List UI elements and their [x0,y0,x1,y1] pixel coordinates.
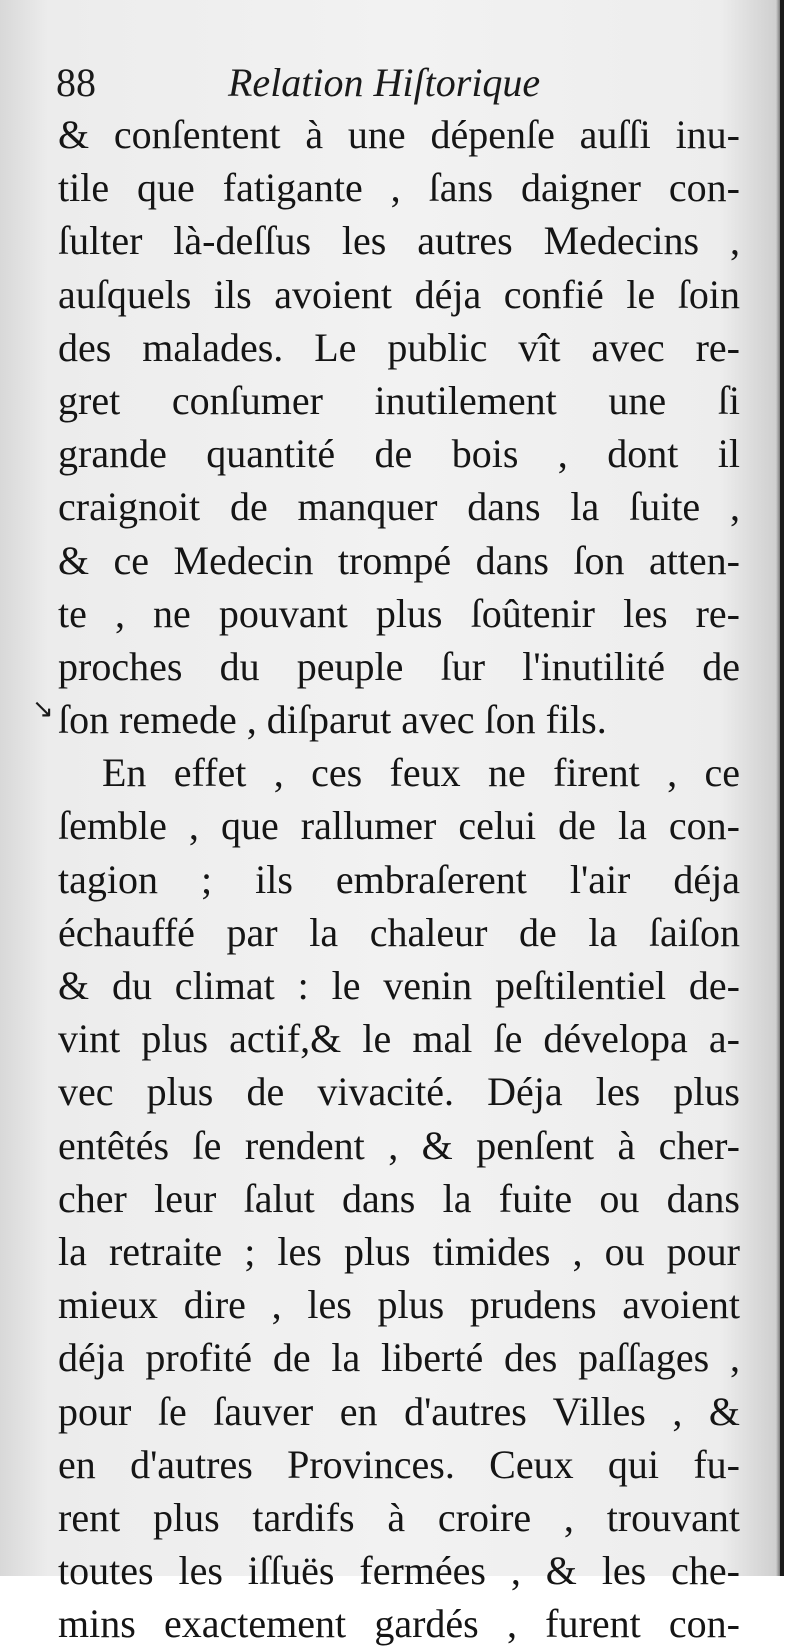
page-edge [780,0,800,1576]
text-line: rent plus tardifs à croire , trouvant [58,1494,740,1540]
text-line: gret conſumer inutilement une ſi [58,377,740,423]
text-line: mieux dire , les plus prudens avoient [58,1282,740,1328]
text-line: & ce Medecin trompé dans ſon atten- [58,537,740,583]
text-line: toutes les iſſuës fermées , & les che- [58,1548,740,1594]
text-line: la retraite ; les plus timides , ou pour [58,1228,740,1274]
text-line: tagion ; ils embraſerent l'air déja [58,856,740,902]
text-line: entêtés ſe rendent , & penſent à cher- [58,1122,740,1168]
running-title: Relation Hiſtorique [228,60,541,105]
text-line: ſemble , que rallumer celui de la con- [58,803,740,849]
text-line: tile que fatigante , ſans daigner con- [58,165,740,211]
text-line: pour ſe ſauver en d'autres Villes , & [58,1388,740,1434]
text-line: & du climat : le venin peſtilentiel de- [58,963,740,1008]
text-line: vec plus de vivacité. Déja les plus [58,1069,740,1115]
paragraph-start-line: En effet , ces feux ne firent , ce [102,750,740,796]
text-line: vint plus actif,& le mal ſe dévelopa a- [58,1016,740,1062]
text-line: proches du peuple ſur l'inutilité de [58,643,740,689]
text-line: des malades. Le public vît avec re- [58,324,740,370]
text-line: ſulter là-deſſus les autres Medecins , [58,218,740,264]
body-text [58,108,740,1650]
text-line: & conſentent à une dépenſe auſſi inu- [58,112,740,157]
text-line: auſquels ils avoient déja confié le ſoin [58,271,740,317]
text-line: cher leur ſalut dans la fuite ou dans [58,1175,740,1221]
text-line: mins exactement gardés , furent con- [58,1601,740,1647]
page-number: 88 [56,60,96,105]
page-header [56,58,756,108]
text-line: échauffé par la chaleur de la ſaiſon [58,909,740,955]
text-line: te , ne pouvant plus ſoûtenir les re- [58,590,740,636]
text-line: déja profité de la liberté des paſſages , [58,1335,740,1381]
text-line: grande quantité de bois , dont il [58,431,740,477]
text-line: en d'autres Provinces. Ceux qui fu- [58,1441,740,1487]
paragraph-mark-icon: ↘ [32,694,54,724]
text-line: craignoit de manquer dans la ſuite , [58,484,740,530]
paragraph-end-line: ſon remede , diſparut avec ſon fils. [58,697,607,743]
